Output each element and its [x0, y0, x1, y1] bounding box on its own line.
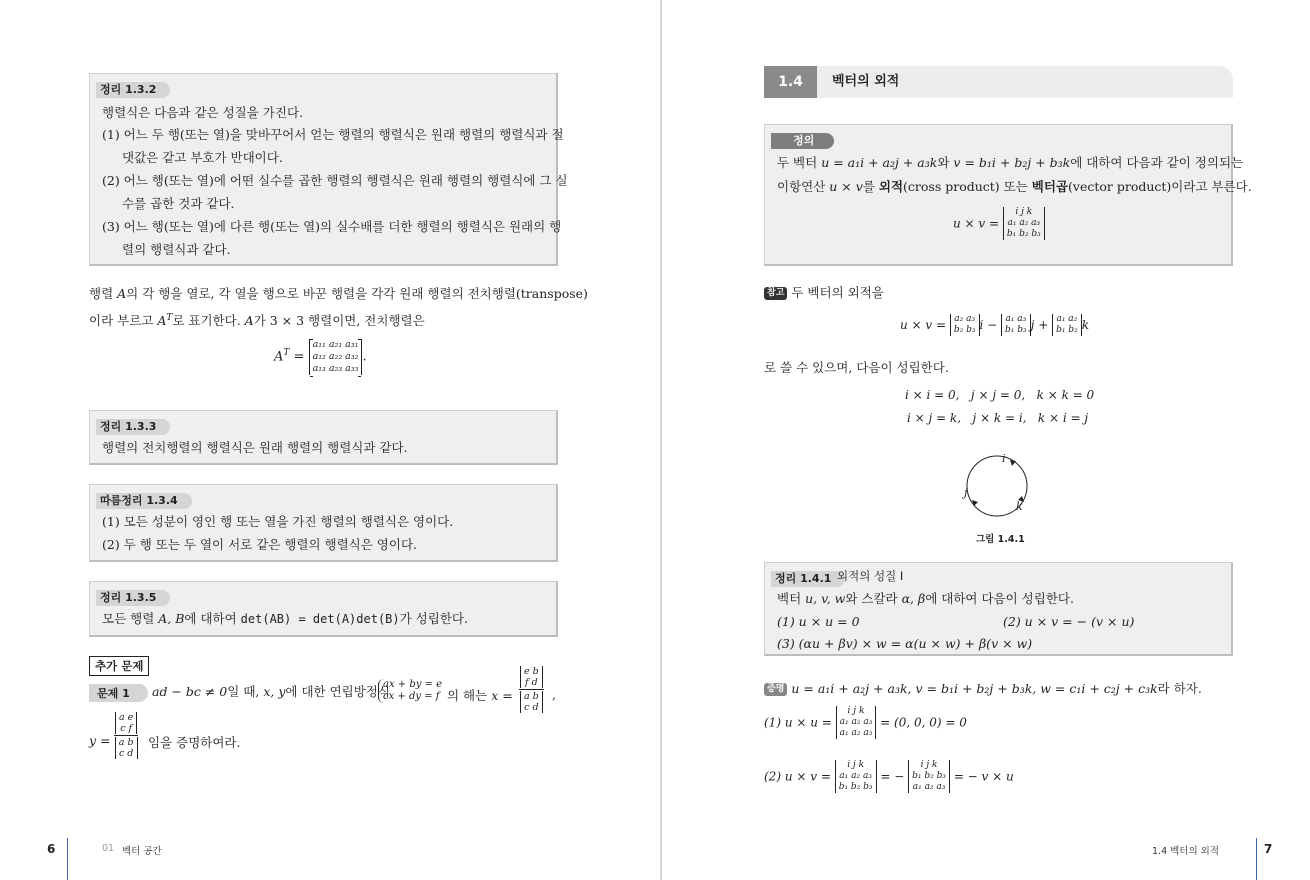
figure-caption: 그림 1.4.1	[976, 534, 1025, 545]
unit-relations-2: i × j = k, j × k = i, k × i = j	[907, 411, 1089, 425]
theorem-1-3-5-box	[89, 581, 558, 637]
theorem-tag: 정리 1.4.1	[771, 571, 845, 587]
proof-line-2: (2) u × v = i j k a₁ a₂ a₃ b₁ b₂ b₃ = − i j k b₁ b₂ b₃ a₁ a₂ a₃ = − v × u	[764, 760, 1014, 792]
theorem-item-3: (3) 어느 행(또는 열)에 다른 행(또는 열)의 실수배를 더한 행렬의 행렬식은 원래의 행	[102, 219, 562, 234]
corollary-item-2: (2) 두 행 또는 두 열이 서로 같은 행렬의 행렬식은 영이다.	[102, 537, 417, 552]
proof-line-1: (1) u × u = i j k a₁ a₂ a₃ a₁ a₂ a₃ = (0, 0, 0) = 0	[764, 706, 967, 738]
theorem-title: 외적의 성질 Ⅰ	[837, 569, 904, 583]
corollary-item-1: (1) 모든 성분이 영인 행 또는 열을 가진 행렬의 행렬식은 영이다.	[102, 514, 454, 529]
problem-1-comma: ,	[552, 688, 556, 702]
theorem-item-2-cont: 수를 곱한 것과 같다.	[122, 196, 235, 211]
theorem-tag: 정리 1.3.5	[96, 590, 170, 606]
right-page	[662, 0, 1310, 880]
theorem-item-1-cont: 댓값은 같고 부호가 반대이다.	[122, 150, 283, 165]
transpose-paragraph-line-2: 이라 부르고 $A^T$로 표기한다. A가 3 × 3 행렬이면, 전치행렬은	[89, 313, 425, 329]
problem-1-tail: 임을 증명하여라.	[148, 735, 241, 750]
theorem-item-3-cont: 렬의 행렬식과 같다.	[122, 242, 231, 257]
transpose-paragraph-line-1: 행렬 A의 각 행을 열로, 각 열을 행으로 바꾼 행렬을 각각 원래 행렬의 전치행렬(transpose)	[89, 286, 588, 301]
problem-1-badge: 문제 1	[89, 684, 148, 702]
theorem-intro: 벡터 u, v, w와 스칼라 α, β에 대하여 다음이 성립한다.	[777, 591, 1074, 606]
problem-1-y-fraction: a e c f a b c d	[114, 712, 138, 759]
theorem-1-3-2-box	[89, 73, 568, 266]
label-k: k	[1016, 500, 1023, 513]
problem-1-system: ax + by = e cx + dy = f	[378, 679, 442, 703]
proof-badge: 증명	[764, 683, 787, 696]
theorem-property-3: (3) (αu + βv) × w = α(u × w) + β(v × w)	[777, 636, 1033, 651]
page-number: 7	[1264, 842, 1273, 856]
theorem-text: 행렬의 전치행렬의 행렬식은 원래 행렬의 행렬식과 같다.	[102, 440, 408, 455]
page-number: 6	[47, 842, 56, 856]
section-number: 1.4	[764, 66, 817, 98]
theorem-item-2: (2) 어느 행(또는 열)에 어떤 실수를 곱한 행렬의 행렬식은 원래 행렬의 행렬식에 그 실	[102, 173, 568, 188]
cross-product-expansion: u × v = a₂ a₃ b₂ b₃ i − a₁ a₃ b₁ b₃ j + a₁ a₂ b₁ b₂ k	[900, 314, 1089, 335]
theorem-tag: 정리 1.3.2	[96, 82, 170, 98]
problem-1-x-text: 의 해는 x =	[447, 688, 513, 703]
theorem-text: 모든 행렬 A, B에 대하여 det(AB) = det(A)det(B)가 성립한다.	[102, 611, 468, 626]
problem-1-y-eq: y =	[89, 733, 111, 748]
theorem-intro: 행렬식은 다음과 같은 성질을 가진다.	[102, 105, 303, 120]
theorem-property-2: (2) u × v = − (v × u)	[1003, 614, 1135, 629]
transpose-matrix: a₁₁ a₂₁ a₃₁ a₁₂ a₂₂ a₃₂ a₁₃ a₂₃ a₃₃	[309, 339, 363, 375]
label-i: i	[1002, 452, 1006, 465]
cross-product-determinant: i j k a₁ a₂ a₃ b₁ b₂ b₃	[1003, 207, 1045, 240]
footer-chapter-title: 벡터 공간	[122, 846, 162, 857]
definition-tag: 정의	[771, 133, 834, 149]
section-header	[764, 66, 1233, 98]
footer-rule	[1256, 838, 1257, 880]
note-badge: 참고	[764, 287, 787, 300]
theorem-1-3-3-box	[89, 410, 558, 465]
theorem-1-4-1-box	[764, 562, 1233, 656]
theorem-property-1: (1) u × u = 0	[777, 614, 860, 629]
section-title: 벡터의 외적	[832, 74, 900, 89]
cross-product-definition: u × v = i j k a₁ a₂ a₃ b₁ b₂ b₃	[953, 207, 1045, 240]
problem-1-x-fraction: e b f d a b c d	[519, 666, 544, 713]
definition-box	[764, 124, 1252, 266]
corollary-1-3-4-box	[89, 484, 558, 562]
footer-section-title: 1.4 벡터의 외적	[1152, 846, 1220, 857]
footer-chapter-number: 01	[102, 843, 115, 854]
note-line: 참고 두 벡터의 외적을	[764, 281, 884, 304]
definition-line-2: 이항연산 u × v를 외적(cross product) 또는 벡터곱(vector product)이라고 부른다.	[777, 179, 1252, 194]
extra-problems-heading: 추가 문제	[89, 656, 149, 676]
corollary-tag: 따름정리 1.3.4	[96, 493, 192, 509]
definition-line-1: 두 벡터 u = a₁i + a₂j + a₃k와 v = b₁i + b₂j + b₃k에 대하여 다음과 같이 정의되는	[777, 155, 1244, 170]
unit-relations-1: i × i = 0, j × j = 0, k × k = 0	[905, 388, 1095, 402]
theorem-tag: 정리 1.3.3	[96, 419, 170, 435]
proof-intro: 증명 u = a₁i + a₂j + a₃k, v = b₁i + b₂j + b₃k, w = c₁i + c₂j + c₃k라 하자.	[764, 677, 1202, 700]
transpose-formula: $A^T$ = a₁₁ a₂₁ a₃₁ a₁₂ a₂₂ a₃₂ a₁₃ a₂₃ a₃₃ .	[274, 339, 367, 374]
note-after-text: 로 쓸 수 있으며, 다음이 성립한다.	[764, 360, 949, 375]
cyclic-diagram	[952, 448, 1042, 528]
footer-rule	[67, 838, 68, 880]
theorem-item-1: (1) 어느 두 행(또는 열)을 맞바꾸어서 얻는 행렬의 행렬식은 원래 행렬의 행렬식과 절	[102, 127, 564, 142]
problem-1-statement: ad − bc ≠ 0일 때, x, y에 대한 연립방정식	[152, 684, 390, 699]
label-j: j	[964, 486, 968, 499]
